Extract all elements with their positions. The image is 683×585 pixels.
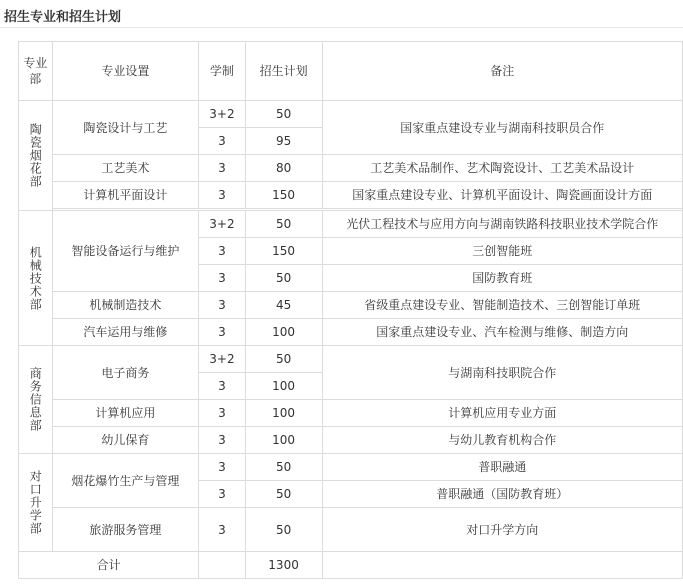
major-cell: 陶瓷设计与工艺 xyxy=(52,101,199,155)
plan-cell: 50 xyxy=(245,481,322,508)
years-cell: 3 xyxy=(199,155,245,182)
major-cell: 旅游服务管理 xyxy=(52,508,199,552)
plan-cell: 150 xyxy=(245,238,322,265)
note-cell: 普职融通（国防教育班） xyxy=(322,481,683,508)
years-cell: 3 xyxy=(199,508,245,552)
table-row xyxy=(19,454,683,481)
table-row xyxy=(19,319,683,346)
plan-cell: 100 xyxy=(245,427,322,454)
plan-cell: 50 xyxy=(245,211,322,238)
years-cell: 3 xyxy=(199,319,245,346)
plan-cell: 100 xyxy=(245,373,322,400)
major-cell: 智能设备运行与维护 xyxy=(52,211,199,292)
note-cell: 光伏工程技术与应用方向与湖南铁路科技职业技术学院合作 xyxy=(322,211,683,238)
years-cell: 3 xyxy=(199,292,245,319)
note-cell: 普职融通 xyxy=(322,454,683,481)
dept-cell: 机械技术部 xyxy=(19,211,53,346)
years-cell: 3 xyxy=(199,238,245,265)
years-cell: 3 xyxy=(199,400,245,427)
enrollment-plan-table xyxy=(18,41,683,579)
table-row xyxy=(19,427,683,454)
years-cell: 3+2 xyxy=(199,346,245,373)
table-row xyxy=(19,101,683,128)
plan-cell: 50 xyxy=(245,265,322,292)
table-row xyxy=(19,292,683,319)
years-cell: 3 xyxy=(199,265,245,292)
years-cell: 3 xyxy=(199,454,245,481)
major-cell: 计算机应用 xyxy=(52,400,199,427)
plan-cell: 95 xyxy=(245,128,322,155)
note-cell: 国家重点建设专业、计算机平面设计、陶瓷画面设计方面 xyxy=(322,182,683,209)
table-row xyxy=(19,182,683,209)
years-cell: 3 xyxy=(199,128,245,155)
total-plan: 1300 xyxy=(245,552,322,579)
plan-cell: 100 xyxy=(245,400,322,427)
note-cell: 工艺美术品制作、艺术陶瓷设计、工艺美术品设计 xyxy=(322,155,683,182)
major-cell: 烟花爆竹生产与管理 xyxy=(52,454,199,508)
note-cell: 国防教育班 xyxy=(322,265,683,292)
table-row xyxy=(19,155,683,182)
note-cell: 计算机应用专业方面 xyxy=(322,400,683,427)
header-note: 备注 xyxy=(322,42,683,101)
note-cell: 国家重点建设专业、汽车检测与维修、制造方向 xyxy=(322,319,683,346)
years-cell: 3+2 xyxy=(199,101,245,128)
table-row xyxy=(19,508,683,552)
major-cell: 汽车运用与维修 xyxy=(52,319,199,346)
title-divider xyxy=(0,27,683,28)
years-cell: 3 xyxy=(199,373,245,400)
plan-cell: 150 xyxy=(245,182,322,209)
note-cell: 国家重点建设专业与湖南科技职员合作 xyxy=(322,101,683,155)
plan-cell: 50 xyxy=(245,101,322,128)
total-note-empty xyxy=(322,552,683,579)
major-cell: 幼儿保育 xyxy=(52,427,199,454)
dept-cell: 对口升学部 xyxy=(19,454,53,552)
dept-cell: 商务信息部 xyxy=(19,346,53,454)
total-label: 合计 xyxy=(19,552,199,579)
header-major: 专业设置 xyxy=(52,42,199,101)
note-cell: 与湖南科技职院合作 xyxy=(322,346,683,400)
header-years: 学制 xyxy=(199,42,245,101)
plan-cell: 50 xyxy=(245,508,322,552)
dept-cell: 陶瓷烟花部 xyxy=(19,101,53,211)
header-plan: 招生计划 xyxy=(245,42,322,101)
plan-cell: 80 xyxy=(245,155,322,182)
plan-cell: 50 xyxy=(245,346,322,373)
note-cell: 与幼儿教育机构合作 xyxy=(322,427,683,454)
page-title: 招生专业和招生计划 xyxy=(4,10,122,25)
note-cell: 对口升学方向 xyxy=(322,508,683,552)
years-cell: 3 xyxy=(199,481,245,508)
note-cell: 三创智能班 xyxy=(322,238,683,265)
total-years-empty xyxy=(199,552,245,579)
years-cell: 3 xyxy=(199,182,245,209)
header-dept: 专业部 xyxy=(19,42,53,101)
note-cell: 省级重点建设专业、智能制造技术、三创智能订单班 xyxy=(322,292,683,319)
table-row xyxy=(19,400,683,427)
total-row xyxy=(19,552,683,579)
years-cell: 3 xyxy=(199,427,245,454)
plan-cell: 100 xyxy=(245,319,322,346)
table-row xyxy=(19,211,683,238)
major-cell: 电子商务 xyxy=(52,346,199,400)
years-cell: 3+2 xyxy=(199,211,245,238)
major-cell: 机械制造技术 xyxy=(52,292,199,319)
table-row xyxy=(19,346,683,373)
major-cell: 计算机平面设计 xyxy=(52,182,199,209)
plan-cell: 45 xyxy=(245,292,322,319)
plan-cell: 50 xyxy=(245,454,322,481)
major-cell: 工艺美术 xyxy=(52,155,199,182)
table-header-row xyxy=(19,42,683,101)
